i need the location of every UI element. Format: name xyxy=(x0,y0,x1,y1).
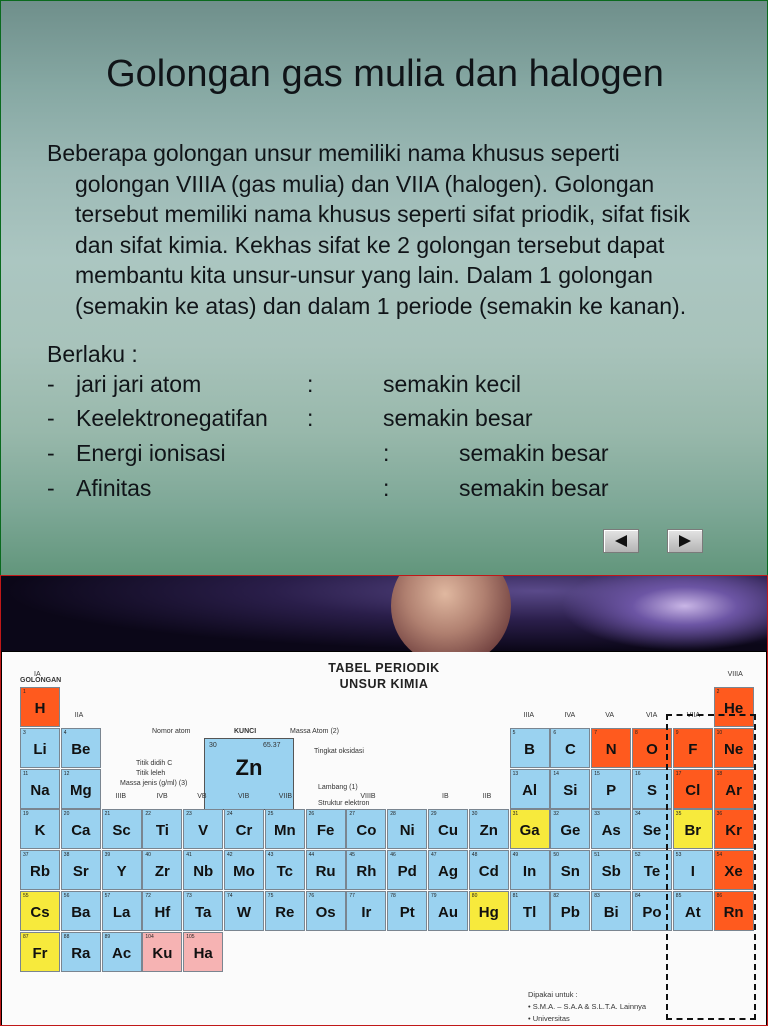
element-symbol: Ga xyxy=(519,822,540,840)
element-number: 49 xyxy=(512,852,519,859)
element-symbol: Ge xyxy=(560,822,581,840)
element-number: 40 xyxy=(145,852,151,859)
element-number: 50 xyxy=(553,852,559,859)
element-symbol: C xyxy=(564,740,576,758)
bullet-dash: - xyxy=(47,405,55,431)
element-cell-ca xyxy=(61,809,101,849)
slide-title: Golongan gas mulia dan halogen xyxy=(106,53,664,95)
element-cell-ta xyxy=(183,891,223,931)
element-number: 33 xyxy=(594,811,600,818)
element-number: 7 xyxy=(594,729,597,736)
element-cell-p xyxy=(591,769,631,809)
element-number: 53 xyxy=(675,852,682,859)
element-cell-cr xyxy=(224,809,264,849)
element-symbol: Sc xyxy=(112,822,131,840)
element-cell-ha xyxy=(183,932,223,972)
element-symbol: Xe xyxy=(724,863,743,881)
element-symbol: Br xyxy=(684,822,702,840)
element-symbol: V xyxy=(198,822,209,840)
element-symbol: Ni xyxy=(399,822,415,840)
element-number: 9 xyxy=(675,729,679,736)
element-symbol: Bi xyxy=(603,904,619,921)
element-cell-h xyxy=(20,687,60,727)
element-symbol: Rh xyxy=(356,863,377,881)
element-number: 17 xyxy=(675,770,682,777)
element-symbol: Pb xyxy=(560,904,580,921)
element-symbol: Ar xyxy=(725,781,742,799)
group-label: VIA xyxy=(646,711,658,719)
element-symbol: Pt xyxy=(399,904,415,921)
element-number: 29 xyxy=(431,811,437,818)
key-label-mass: Massa Atom (2) xyxy=(290,728,340,735)
group-label: VIB xyxy=(238,793,250,801)
element-symbol: Ir xyxy=(361,904,372,921)
element-cell-cd xyxy=(469,850,509,890)
group-label: VIIIA xyxy=(727,670,743,678)
element-symbol: Ba xyxy=(71,904,91,921)
element-number: 30 xyxy=(471,811,478,818)
element-cell-ru xyxy=(306,850,346,890)
bullet-value: semakin besar xyxy=(459,440,609,466)
element-number: 105 xyxy=(186,933,195,940)
element-symbol: Co xyxy=(356,822,377,840)
element-number: 39 xyxy=(104,852,111,859)
bullet-value: semakin besar xyxy=(459,475,609,501)
element-cell-b xyxy=(510,728,550,768)
bullet-value: semakin besar xyxy=(383,405,533,431)
element-number: 26 xyxy=(308,811,315,818)
group-label: IIB xyxy=(482,793,492,801)
element-number: 23 xyxy=(186,811,192,818)
group-label: VB xyxy=(197,793,207,801)
element-symbol: Rb xyxy=(30,863,50,881)
element-cell-nb xyxy=(183,850,223,890)
element-number: 8 xyxy=(635,729,638,736)
element-symbol: Cr xyxy=(235,822,253,840)
group-label: IB xyxy=(442,793,449,801)
element-number: 35 xyxy=(675,811,682,818)
berlaku-label: Berlaku : xyxy=(47,341,138,367)
element-number: 43 xyxy=(267,852,274,859)
element-cell-hf xyxy=(142,891,182,931)
bullet-dash: - xyxy=(47,440,55,466)
element-number: 13 xyxy=(512,770,519,777)
group-label: VIIA xyxy=(686,711,701,719)
element-number: 10 xyxy=(716,729,723,736)
element-symbol: B xyxy=(524,740,536,758)
element-cell-si xyxy=(550,769,590,809)
element-number: 46 xyxy=(390,852,396,859)
element-symbol: Cs xyxy=(30,904,50,921)
element-cell-ag xyxy=(428,850,468,890)
element-symbol: Ac xyxy=(112,944,132,962)
element-cell-w xyxy=(224,891,264,931)
element-symbol: Tc xyxy=(276,863,293,881)
highlight-dashed-box xyxy=(666,711,756,1020)
element-number: 15 xyxy=(594,770,600,777)
element-cell-rb xyxy=(20,850,60,890)
element-symbol: Sn xyxy=(560,863,580,881)
element-cell-tl xyxy=(510,891,550,931)
element-number: 2 xyxy=(716,689,720,695)
group-label: IVA xyxy=(564,711,576,719)
element-cell-os xyxy=(306,891,346,931)
element-number: 45 xyxy=(349,852,355,859)
previous-slide-button[interactable] xyxy=(603,529,639,553)
element-cell-re xyxy=(265,891,305,931)
triangle-right-icon xyxy=(677,534,693,548)
element-cell-cu xyxy=(428,809,468,849)
element-symbol: Cu xyxy=(438,822,458,840)
element-symbol: Tl xyxy=(522,904,537,921)
element-number: 16 xyxy=(635,770,641,777)
element-cell-bi xyxy=(591,891,631,931)
element-number: 32 xyxy=(553,811,559,818)
element-symbol: Ca xyxy=(71,822,91,840)
element-number: 14 xyxy=(553,770,559,777)
element-number: 47 xyxy=(431,852,437,859)
element-symbol: Mn xyxy=(273,822,296,840)
element-symbol: Hg xyxy=(478,904,499,921)
element-number: 34 xyxy=(635,811,641,818)
element-cell-mo xyxy=(224,850,264,890)
element-symbol: H xyxy=(34,700,46,717)
element-symbol: Zr xyxy=(154,863,170,881)
element-cell-ba xyxy=(61,891,101,931)
key-label-melting: Titik leleh xyxy=(136,770,166,777)
element-symbol: Kr xyxy=(725,822,742,840)
key-label-density: Massa jenis (g/ml) (3) xyxy=(120,780,188,787)
element-symbol: Ha xyxy=(193,944,213,962)
element-number: 80 xyxy=(471,893,478,899)
element-symbol: Ag xyxy=(438,863,458,881)
element-number: 85 xyxy=(675,893,682,899)
kunci-label: KUNCI xyxy=(234,728,257,735)
element-number: 74 xyxy=(227,893,233,899)
element-number: 42 xyxy=(227,852,233,859)
element-cell-be xyxy=(61,728,101,768)
slide-bottom-panel xyxy=(0,575,768,1026)
golongan-label: GOLONGAN xyxy=(20,677,62,684)
key-label-symbol: Lambang (1) xyxy=(318,784,358,791)
element-symbol: Zn xyxy=(479,822,498,840)
element-symbol: O xyxy=(646,740,658,758)
element-symbol: N xyxy=(605,740,617,758)
element-number: 11 xyxy=(23,770,29,777)
element-number: 1 xyxy=(23,689,26,695)
element-symbol: Cl xyxy=(685,781,701,799)
element-symbol: Fr xyxy=(32,944,48,962)
element-number: 81 xyxy=(512,893,519,899)
element-cell-pt xyxy=(387,891,427,931)
element-cell-sn xyxy=(550,850,590,890)
element-number: 78 xyxy=(390,893,396,899)
bullet-colon: : xyxy=(307,405,314,431)
key-label-atomic-number: Nomor atom xyxy=(152,728,191,735)
element-cell-mg xyxy=(61,769,101,809)
element-symbol: Na xyxy=(30,781,50,799)
element-cell-rh xyxy=(346,850,386,890)
element-symbol: Be xyxy=(71,740,91,758)
element-symbol: La xyxy=(112,904,131,921)
element-symbol: I xyxy=(690,863,695,881)
element-symbol: Al xyxy=(522,781,538,799)
key-atomic-number: 30 xyxy=(209,742,217,749)
element-cell-sr xyxy=(61,850,101,890)
element-number: 6 xyxy=(553,729,557,736)
element-number: 22 xyxy=(145,811,151,818)
element-cell-zn xyxy=(469,809,509,849)
element-number: 54 xyxy=(716,852,723,859)
periodic-table-subtitle: UNSUR KIMIA xyxy=(339,677,429,691)
element-symbol: Te xyxy=(643,863,661,881)
element-cell-ac xyxy=(102,932,142,972)
element-number: 28 xyxy=(390,811,396,818)
element-cell-ra xyxy=(61,932,101,972)
group-label: IVB xyxy=(156,793,168,801)
element-cell-ni xyxy=(387,809,427,849)
intro-paragraph xyxy=(47,138,727,321)
element-number: 5 xyxy=(512,729,516,736)
next-slide-button[interactable] xyxy=(667,529,703,553)
element-number: 12 xyxy=(63,770,70,777)
element-number: 19 xyxy=(23,811,29,818)
bullet-colon: : xyxy=(307,371,314,397)
element-symbol: Fe xyxy=(316,822,335,840)
element-cell-ge xyxy=(550,809,590,849)
element-cell-ir xyxy=(346,891,386,931)
element-symbol: S xyxy=(646,781,657,799)
element-symbol: At xyxy=(684,904,701,921)
element-number: 73 xyxy=(186,893,192,899)
element-symbol: Hf xyxy=(154,904,171,921)
element-number: 56 xyxy=(63,893,70,899)
element-number: 27 xyxy=(349,811,355,818)
element-symbol: Cd xyxy=(478,863,499,881)
element-number: 52 xyxy=(635,852,641,859)
periodic-table-title: TABEL PERIODIK xyxy=(328,661,440,675)
element-symbol: Si xyxy=(563,781,578,799)
key-atomic-mass: 65.37 xyxy=(263,742,281,749)
element-symbol: Li xyxy=(33,740,47,758)
element-symbol: P xyxy=(606,781,617,799)
element-symbol: Sb xyxy=(601,863,621,881)
element-cell-fe xyxy=(306,809,346,849)
element-number: 55 xyxy=(23,893,29,899)
element-number: 37 xyxy=(23,852,29,859)
element-cell-sc xyxy=(102,809,142,849)
key-label-oxidation: Tingkat oksidasi xyxy=(314,748,364,755)
element-cell-sb xyxy=(591,850,631,890)
bullet-label: Energi ionisasi xyxy=(76,440,226,466)
element-symbol: K xyxy=(34,822,46,840)
element-symbol: Re xyxy=(275,904,295,921)
group-label: VA xyxy=(605,711,615,719)
element-cell-pd xyxy=(387,850,427,890)
element-number: 24 xyxy=(227,811,233,818)
element-symbol: Se xyxy=(642,822,662,840)
element-symbol: Ne xyxy=(724,740,744,758)
element-cell-k xyxy=(20,809,60,849)
element-cell-tc xyxy=(265,850,305,890)
element-number: 88 xyxy=(63,933,70,940)
element-number: 3 xyxy=(23,729,26,736)
key-label-electron-structure: Struktur elektron xyxy=(318,800,370,807)
space-background-image xyxy=(1,576,767,651)
element-cell-pb xyxy=(550,891,590,931)
element-cell-al xyxy=(510,769,550,809)
element-number: 104 xyxy=(145,933,154,940)
element-symbol: F xyxy=(688,740,698,758)
element-cell-zr xyxy=(142,850,182,890)
element-symbol: Mo xyxy=(233,863,255,881)
element-cell-co xyxy=(346,809,386,849)
element-number: 48 xyxy=(471,852,478,859)
element-cell-c xyxy=(550,728,590,768)
element-cell-ga xyxy=(510,809,550,849)
element-cell-la xyxy=(102,891,142,931)
element-number: 84 xyxy=(635,893,641,899)
element-cell-na xyxy=(20,769,60,809)
element-cell-mn xyxy=(265,809,305,849)
element-number: 51 xyxy=(594,852,600,859)
element-number: 25 xyxy=(267,811,274,818)
element-symbol: Mg xyxy=(69,781,92,799)
element-symbol: W xyxy=(236,904,252,921)
periodic-table-image xyxy=(2,652,766,1025)
bullet-dash: - xyxy=(47,475,55,501)
element-number: 41 xyxy=(186,852,192,859)
bullet-value: semakin kecil xyxy=(383,371,522,397)
element-cell-ku xyxy=(142,932,182,972)
element-number: 77 xyxy=(349,893,355,899)
element-symbol: Ku xyxy=(152,944,173,962)
element-cell-cs xyxy=(20,891,60,931)
element-number: 79 xyxy=(431,893,437,899)
group-label: IIA xyxy=(74,711,84,719)
element-symbol: Au xyxy=(438,904,458,921)
bullet-label: Afinitas xyxy=(76,475,152,501)
element-cell-hg xyxy=(469,891,509,931)
element-symbol: Ta xyxy=(194,904,212,921)
bullet-dash: - xyxy=(47,371,55,397)
element-symbol: Ti xyxy=(155,822,169,840)
element-number: 87 xyxy=(23,933,29,940)
element-cell-v xyxy=(183,809,223,849)
element-symbol: In xyxy=(522,863,537,881)
key-label-boiling: Titik didih C xyxy=(136,760,173,767)
element-cell-ti xyxy=(142,809,182,849)
footer-line-3: • Universitas xyxy=(528,1014,570,1023)
element-number: 89 xyxy=(104,933,111,940)
element-symbol: Os xyxy=(315,904,336,921)
key-symbol: Zn xyxy=(235,755,263,780)
group-label: IIIA xyxy=(523,711,535,719)
element-number: 36 xyxy=(716,811,723,818)
element-number: 20 xyxy=(63,811,70,818)
intro-paragraph-rest: golongan VIIIA (gas mulia) dan VIIA (halogen). Golongan tersebut memiliki nama khusus seperti sifat priodik, sifat fisik dan sifat kimia. Kekhas sifat ke 2 golongan tersebut dapat membantu kita unsur-unsur yang lain. Dalam 1 golongan (semakin ke atas) dan dalam 1 periode (semakin ke kanan). xyxy=(75,170,690,319)
bullet-colon: : xyxy=(383,440,390,466)
element-symbol: Po xyxy=(642,904,662,921)
element-symbol: As xyxy=(601,822,621,840)
element-number: 18 xyxy=(716,770,723,777)
footer-line-1: Dipakai untuk : xyxy=(528,990,578,999)
element-cell-as xyxy=(591,809,631,849)
nebula-glow xyxy=(561,576,767,651)
element-cell-y xyxy=(102,850,142,890)
element-number: 75 xyxy=(267,893,274,899)
element-number: 83 xyxy=(594,893,600,899)
intro-paragraph-first-line: Beberapa golongan unsur memiliki nama khusus seperti xyxy=(47,140,620,166)
element-number: 31 xyxy=(512,811,519,818)
element-symbol: Y xyxy=(116,863,127,881)
element-symbol: Pd xyxy=(397,863,417,881)
group-label: IA xyxy=(34,670,41,678)
group-label: IIIB xyxy=(115,793,127,801)
element-symbol: He xyxy=(724,700,744,717)
element-number: 38 xyxy=(63,852,70,859)
element-number: 82 xyxy=(553,893,559,899)
triangle-left-icon xyxy=(613,534,629,548)
element-cell-n xyxy=(591,728,631,768)
element-number: 86 xyxy=(716,893,723,899)
element-cell-fr xyxy=(20,932,60,972)
bullet-colon: : xyxy=(383,475,390,501)
element-number: 21 xyxy=(104,811,111,818)
element-cell-li xyxy=(20,728,60,768)
element-symbol: Sr xyxy=(72,863,89,881)
bullet-label: jari jari atom xyxy=(76,371,202,397)
element-cell-au xyxy=(428,891,468,931)
element-symbol: Nb xyxy=(193,863,214,881)
element-number: 57 xyxy=(104,893,111,899)
element-symbol: Rn xyxy=(723,904,744,921)
element-symbol: Ru xyxy=(315,863,336,881)
group-label: VIIIB xyxy=(360,793,376,801)
element-number: 76 xyxy=(308,893,315,899)
element-symbol: Ra xyxy=(71,944,91,962)
element-number: 72 xyxy=(145,893,151,899)
element-cell-in xyxy=(510,850,550,890)
element-number: 4 xyxy=(63,729,67,736)
bullet-label: Keelektronegatifan xyxy=(76,405,268,431)
footer-line-2: • S.M.A. – S.A.A & S.L.T.A. Lainnya xyxy=(528,1002,647,1011)
group-label: VIIB xyxy=(278,793,293,801)
element-number: 44 xyxy=(308,852,315,859)
